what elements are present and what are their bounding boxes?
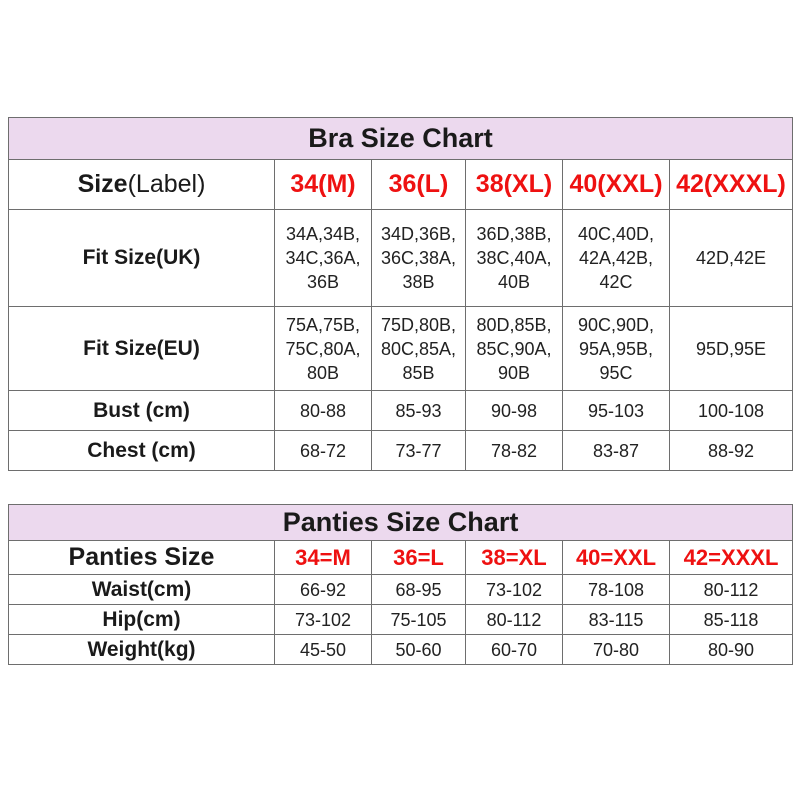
bra-size-label-header (9, 160, 275, 210)
table-cell (563, 210, 670, 307)
cell-line: 85C,90A, (476, 338, 552, 359)
cell-line: 90B (497, 362, 531, 383)
table-cell: 80-112 (670, 575, 793, 605)
panties-size-header: 42=XXXL (670, 541, 793, 575)
cell-line: 42C (599, 272, 633, 292)
cell-line: 38B (402, 272, 435, 292)
bra-size-chart (8, 117, 793, 471)
cell-line: 36B (306, 272, 340, 292)
table-cell: 88-92 (670, 431, 793, 471)
cell-line: 38C,40A, (476, 248, 552, 268)
bra-size-header: 34(M) (275, 160, 372, 210)
cell-line: 34A,34B, (285, 224, 361, 244)
table-row (9, 635, 793, 665)
table-cell: 73-102 (275, 605, 372, 635)
table-cell: 78-82 (466, 431, 563, 471)
table-cell (466, 307, 563, 391)
panties-size-header: 38=XL (466, 541, 563, 575)
table-cell: 80-90 (670, 635, 793, 665)
bra-size-header: 38(XL) (466, 160, 563, 210)
table-row (9, 307, 793, 391)
table-cell: 85-93 (372, 391, 466, 431)
table-cell: 83-115 (563, 605, 670, 635)
cell-line: 75D,80B, (380, 314, 457, 335)
table-cell (670, 210, 793, 307)
bra-size-header: 40(XXL) (563, 160, 670, 210)
table-cell (372, 210, 466, 307)
table-cell (670, 307, 793, 391)
bra-size-header: 42(XXXL) (670, 160, 793, 210)
cell-line: 42D,42E (695, 248, 767, 268)
table-cell: 45-50 (275, 635, 372, 665)
table-cell (275, 307, 372, 391)
panties-size-header: 36=L (372, 541, 466, 575)
table-row (9, 391, 793, 431)
cell-line: 80B (306, 362, 340, 383)
table-cell: 50-60 (372, 635, 466, 665)
table-cell: 66-92 (275, 575, 372, 605)
table-cell: 85-118 (670, 605, 793, 635)
cell-line: 95C (599, 362, 633, 383)
bra-chart-title: Bra Size Chart (9, 118, 793, 160)
cell-line: 80D,85B, (476, 314, 552, 335)
panties-size-header: 40=XXL (563, 541, 670, 575)
cell-line: 80C,85A, (380, 338, 457, 359)
table-cell: 100-108 (670, 391, 793, 431)
row-label-bust: Bust (cm) (9, 391, 275, 431)
table-row (9, 575, 793, 605)
cell-line: 85B (402, 362, 435, 383)
bra-size-header: 36(L) (372, 160, 466, 210)
table-cell: 60-70 (466, 635, 563, 665)
row-label-fit-uk: Fit Size(UK) (9, 210, 275, 307)
row-label-waist: Waist(cm) (9, 575, 275, 605)
table-cell (466, 210, 563, 307)
table-cell (275, 210, 372, 307)
table-cell: 80-112 (466, 605, 563, 635)
cell-line: 36D,38B, (476, 224, 552, 244)
cell-line: 95A,95B, (578, 338, 654, 359)
table-row (9, 605, 793, 635)
table-cell: 68-72 (275, 431, 372, 471)
cell-line: 90C,90D, (577, 314, 655, 335)
table-cell: 95-103 (563, 391, 670, 431)
panties-size-header: 34=M (275, 541, 372, 575)
table-cell (372, 307, 466, 391)
table-cell: 78-108 (563, 575, 670, 605)
cell-line: 34C,36A, (285, 248, 361, 268)
row-label-weight: Weight(kg) (9, 635, 275, 665)
panties-size-chart (8, 504, 793, 665)
size-label-light: (Label) (127, 170, 206, 198)
table-cell: 80-88 (275, 391, 372, 431)
panties-size-label-header: Panties Size (9, 541, 275, 575)
row-label-chest: Chest (cm) (9, 431, 275, 471)
cell-line: 40C,40D, (577, 224, 655, 244)
row-label-hip: Hip(cm) (9, 605, 275, 635)
cell-line: 95D,95E (695, 338, 767, 359)
table-cell: 75-105 (372, 605, 466, 635)
table-row (9, 431, 793, 471)
table-cell: 68-95 (372, 575, 466, 605)
cell-line: 75A,75B, (285, 314, 361, 335)
table-cell: 70-80 (563, 635, 670, 665)
table-cell: 73-102 (466, 575, 563, 605)
panties-chart-title: Panties Size Chart (9, 505, 793, 541)
cell-line: 40B (497, 272, 531, 292)
table-cell: 83-87 (563, 431, 670, 471)
table-cell: 90-98 (466, 391, 563, 431)
table-row (9, 210, 793, 307)
cell-line: 36C,38A, (380, 248, 457, 268)
table-cell: 73-77 (372, 431, 466, 471)
size-label-bold: Size (77, 170, 128, 198)
row-label-fit-eu: Fit Size(EU) (9, 307, 275, 391)
cell-line: 42A,42B, (578, 248, 654, 268)
cell-line: 34D,36B, (380, 224, 457, 244)
cell-line: 75C,80A, (285, 338, 361, 359)
table-cell (563, 307, 670, 391)
